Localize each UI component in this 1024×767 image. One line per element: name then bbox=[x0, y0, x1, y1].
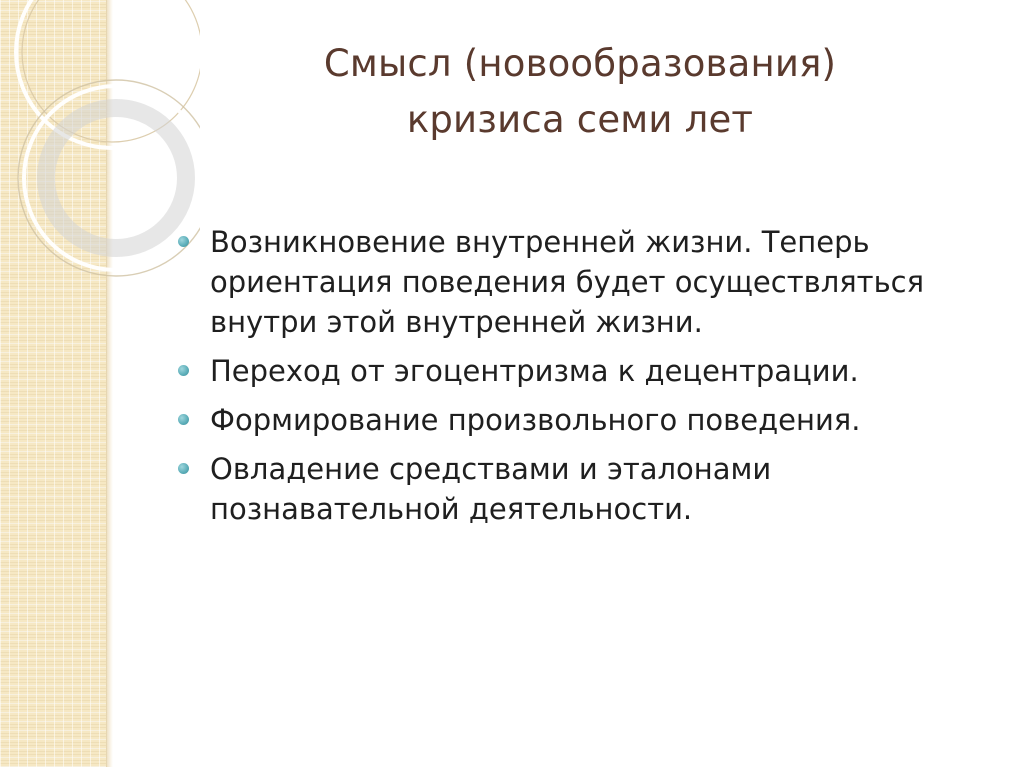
bullet-item bbox=[176, 351, 996, 391]
slide-content bbox=[176, 222, 996, 538]
title-line-2: кризиса семи лет bbox=[406, 98, 754, 141]
slide-title bbox=[200, 36, 960, 148]
bullet-dot-icon bbox=[178, 463, 189, 474]
bullet-item bbox=[176, 400, 996, 440]
bullet-text: Возникновение внутренней жизни. Теперь ориентация поведения будет осуществляться внутри этой внутренней жизни. bbox=[210, 225, 925, 339]
bullet-text: Формирование произвольного поведения. bbox=[210, 403, 861, 437]
bullet-list bbox=[176, 222, 996, 529]
bullet-item bbox=[176, 449, 996, 529]
rings-icon bbox=[0, 0, 200, 320]
bullet-dot-icon bbox=[178, 365, 189, 376]
bullet-dot-icon bbox=[178, 414, 189, 425]
bullet-item bbox=[176, 222, 996, 342]
bullet-text: Овладение средствами и эталонами познавательной деятельности. bbox=[210, 452, 772, 526]
title-line-1: Смысл (новообразования) bbox=[323, 42, 837, 85]
bullet-text: Переход от эгоцентризма к децентрации. bbox=[210, 354, 859, 388]
bullet-dot-icon bbox=[178, 236, 189, 247]
